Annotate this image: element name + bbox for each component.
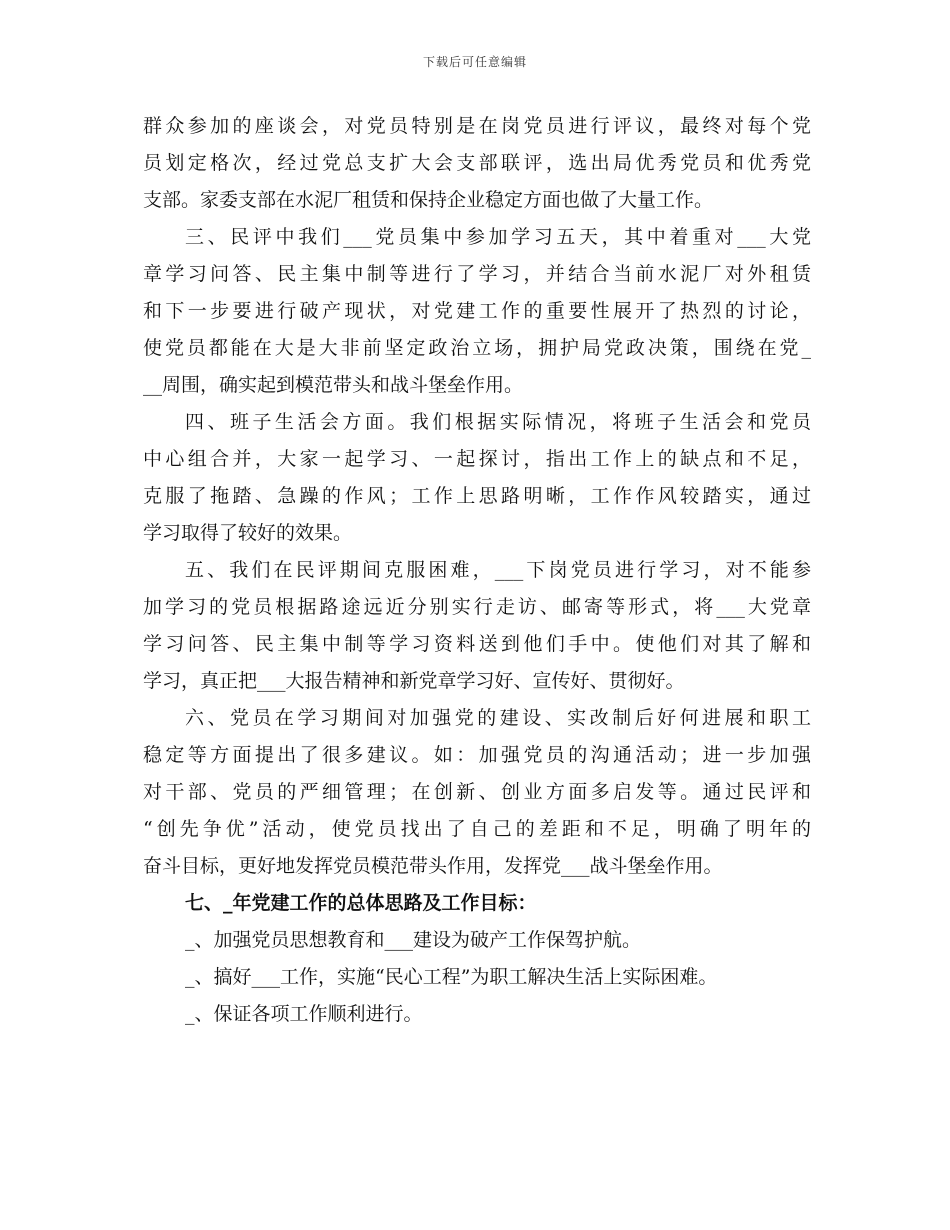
text-line-6: 和下一步要进行破产现状，对党建工作的重要性展开了热烈的讨论， bbox=[143, 300, 811, 322]
text-line-13: 五、我们在民评期间克服困难，___下岗党员进行学习，对不能参 bbox=[185, 559, 811, 581]
text-line-8: __周围，确实起到模范带头和战斗堡垒作用。 bbox=[143, 374, 524, 396]
page-header: 下载后可任意编辑 bbox=[422, 55, 527, 69]
text-line-2: 员划定格次，经过党总支扩大会支部联评，选出局优秀党员和优秀党 bbox=[143, 152, 811, 174]
text-line-1: 群众参加的座谈会，对党员特别是在岗党员进行评议，最终对每个党 bbox=[143, 115, 811, 137]
text-line-14: 加学习的党员根据路途远近分别实行走访、邮寄等形式，将___大党章 bbox=[143, 596, 811, 618]
document-body bbox=[143, 108, 811, 1033]
text-line-18: 稳定等方面提出了很多建议。如：加强党员的沟通活动；进一步加强 bbox=[143, 744, 811, 766]
text-line-4: 三、民评中我们___党员集中参加学习五天，其中着重对___大党 bbox=[185, 226, 811, 248]
text-line-19: 对干部、党员的严细管理；在创新、创业方面多启发等。通过民评和 bbox=[143, 781, 811, 803]
text-line-10: 中心组合并，大家一起学习、一起探讨，指出工作上的缺点和不足， bbox=[143, 448, 811, 470]
section-heading: 七、_年党建工作的总体思路及工作目标： bbox=[185, 892, 537, 914]
list-item-3: _、保证各项工作顺利进行。 bbox=[185, 1003, 423, 1025]
text-line-16: 学习，真正把___大报告精神和新党章学习好、宣传好、贯彻好。 bbox=[143, 670, 685, 692]
text-line-20: “创先争优”活动，使党员找出了自己的差距和不足，明确了明年的 bbox=[143, 818, 811, 840]
text-line-11: 克服了拖踏、急躁的作风；工作上思路明晰，工作作风较踏实，通过 bbox=[143, 485, 811, 507]
text-line-5: 章学习问答、民主集中制等进行了学习，并结合当前水泥厂对外租赁 bbox=[143, 263, 811, 285]
list-item-2: _、搞好___工作，实施“民心工程”为职工解决生活上实际困难。 bbox=[185, 966, 718, 988]
text-line-7: 使党员都能在大是大非前坚定政治立场，拥护局党政决策，围绕在党_ bbox=[143, 337, 811, 359]
text-line-12: 学习取得了较好的效果。 bbox=[143, 522, 353, 544]
text-line-9: 四、班子生活会方面。我们根据实际情况，将班子生活会和党员 bbox=[185, 411, 811, 433]
text-line-15: 学习问答、民主集中制等学习资料送到他们手中。使他们对其了解和 bbox=[143, 633, 811, 655]
list-item-1: _、加强党员思想教育和___建设为破产工作保驾护航。 bbox=[185, 929, 642, 951]
text-line-21: 奋斗目标，更好地发挥党员模范带头作用，发挥党___战斗堡垒作用。 bbox=[143, 855, 723, 877]
text-line-3: 支部。家委支部在水泥厂租赁和保持企业稳定方面也做了大量工作。 bbox=[143, 189, 714, 211]
text-line-17: 六、党员在学习期间对加强党的建设、实改制后好何进展和职工 bbox=[185, 707, 811, 729]
